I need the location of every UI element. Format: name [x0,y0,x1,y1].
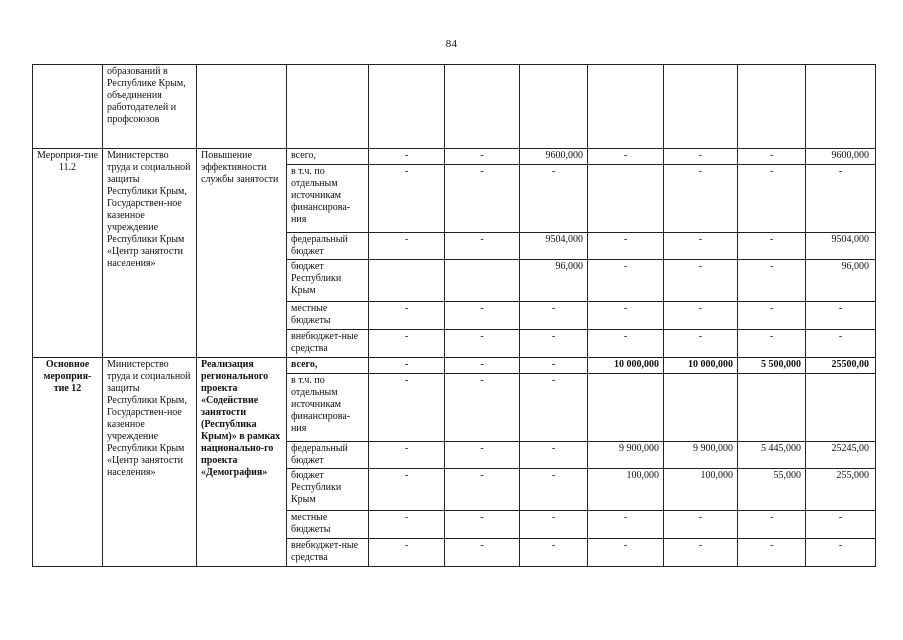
activity-label: Основное мероприя-тие 12 [33,358,103,567]
funding-value: 55,000 [738,469,806,511]
activity-executor: Министерство труда и социальной защиты Республики Крым, Государствен-ное казенное учреждение Республики Крым «Центр занятости населения» [103,358,197,567]
funding-value: 96,000 [806,260,876,302]
funding-value: - [369,233,445,260]
funding-value: - [588,149,664,165]
funding-value: - [369,469,445,511]
name-cell [197,65,287,149]
funding-value: - [588,302,664,330]
funding-value: - [445,330,520,358]
funding-value: - [806,165,876,233]
funding-value: - [369,374,445,442]
funding-value: - [738,539,806,567]
funding-value: - [520,358,588,374]
funding-value: - [588,539,664,567]
funding-value: - [445,442,520,469]
funding-source: внебюджет-ные средства [287,539,369,567]
activity-executor: Министерство труда и социальной защиты Республики Крым, Государствен-ное казенное учреждение Республики Крым «Центр занятости населения» [103,149,197,358]
funding-value: 25500,00 [806,358,876,374]
funding-value: - [664,330,738,358]
funding-value: - [738,233,806,260]
funding-value: 9504,000 [806,233,876,260]
funding-source: всего, [287,358,369,374]
funding-value: 10 000,000 [588,358,664,374]
funding-value: - [664,539,738,567]
funding-value: - [520,302,588,330]
funding-value: 5 500,000 [738,358,806,374]
funding-value: - [738,165,806,233]
funding-value: - [738,302,806,330]
funding-value: 96,000 [520,260,588,302]
funding-value: - [445,233,520,260]
funding-value: - [664,165,738,233]
funding-value: - [369,358,445,374]
funding-value: - [369,302,445,330]
funding-row [33,149,876,165]
funding-value: - [445,469,520,511]
funding-value: - [369,442,445,469]
funding-value: - [664,511,738,539]
funding-value: 9504,000 [520,233,588,260]
funding-value: 5 445,000 [738,442,806,469]
funding-value: - [738,330,806,358]
activity-label: Мероприя-тие 11.2 [33,149,103,358]
funding-source: местные бюджеты [287,302,369,330]
funding-value: 255,000 [806,469,876,511]
funding-value: - [369,165,445,233]
funding-value: 10 000,000 [664,358,738,374]
funding-value: - [445,149,520,165]
funding-value: - [588,260,664,302]
funding-value: - [806,511,876,539]
funding-value: - [445,165,520,233]
funding-value: - [588,511,664,539]
funding-value [806,374,876,442]
page-number: 84 [445,38,458,50]
funding-value: - [445,539,520,567]
funding-value: - [520,442,588,469]
funding-value: - [445,358,520,374]
activity-label-cell [33,65,103,149]
funding-value: 100,000 [588,469,664,511]
funding-source: федеральный бюджет [287,442,369,469]
activity-name: Реализация регионального проекта «Содействие занятости (Республика Крым)» в рамках национально-го проекта «Демография» [197,358,287,567]
funding-value [445,260,520,302]
funding-value [738,374,806,442]
funding-value: 100,000 [664,469,738,511]
funding-row [33,358,876,374]
funding-value: - [806,539,876,567]
funding-value: - [520,539,588,567]
funding-value: - [738,149,806,165]
funding-value: - [369,511,445,539]
funding-value: 9 900,000 [588,442,664,469]
funding-value: - [369,539,445,567]
funding-value: - [520,165,588,233]
executor-cell: образований в Республике Крым, объединения работодателей и профсоюзов [103,65,197,149]
funding-value: - [664,149,738,165]
funding-value: - [664,302,738,330]
funding-value: - [369,149,445,165]
funding-source: всего, [287,149,369,165]
funding-value: - [520,330,588,358]
funding-source: внебюджет-ные средства [287,330,369,358]
activity-name: Повышение эффективности службы занятости [197,149,287,358]
funding-value: - [520,469,588,511]
funding-source: в т.ч. по отдельным источникам финансирова-ния [287,165,369,233]
funding-value [588,374,664,442]
funding-value: - [806,330,876,358]
funding-value: - [738,260,806,302]
source-cell [287,65,369,149]
funding-value [664,374,738,442]
funding-value: 9600,000 [806,149,876,165]
funding-value [369,260,445,302]
funding-value: - [806,302,876,330]
financing-table [32,64,876,567]
funding-value: - [664,260,738,302]
funding-value: - [520,511,588,539]
funding-source: в т.ч. по отдельным источникам финансирова-ния [287,374,369,442]
funding-source: местные бюджеты [287,511,369,539]
funding-value: 9 900,000 [664,442,738,469]
funding-value: - [369,330,445,358]
funding-value: - [738,511,806,539]
funding-value: - [520,374,588,442]
header-continuation-row [33,65,876,149]
funding-source: бюджет Республики Крым [287,260,369,302]
funding-value: - [588,233,664,260]
funding-source: бюджет Республики Крым [287,469,369,511]
funding-value: - [445,511,520,539]
funding-value: - [445,302,520,330]
funding-value: 9600,000 [520,149,588,165]
funding-value: - [445,374,520,442]
funding-value: - [588,330,664,358]
funding-source: федеральный бюджет [287,233,369,260]
funding-value [588,165,664,233]
funding-value: 25245,00 [806,442,876,469]
funding-value: - [664,233,738,260]
